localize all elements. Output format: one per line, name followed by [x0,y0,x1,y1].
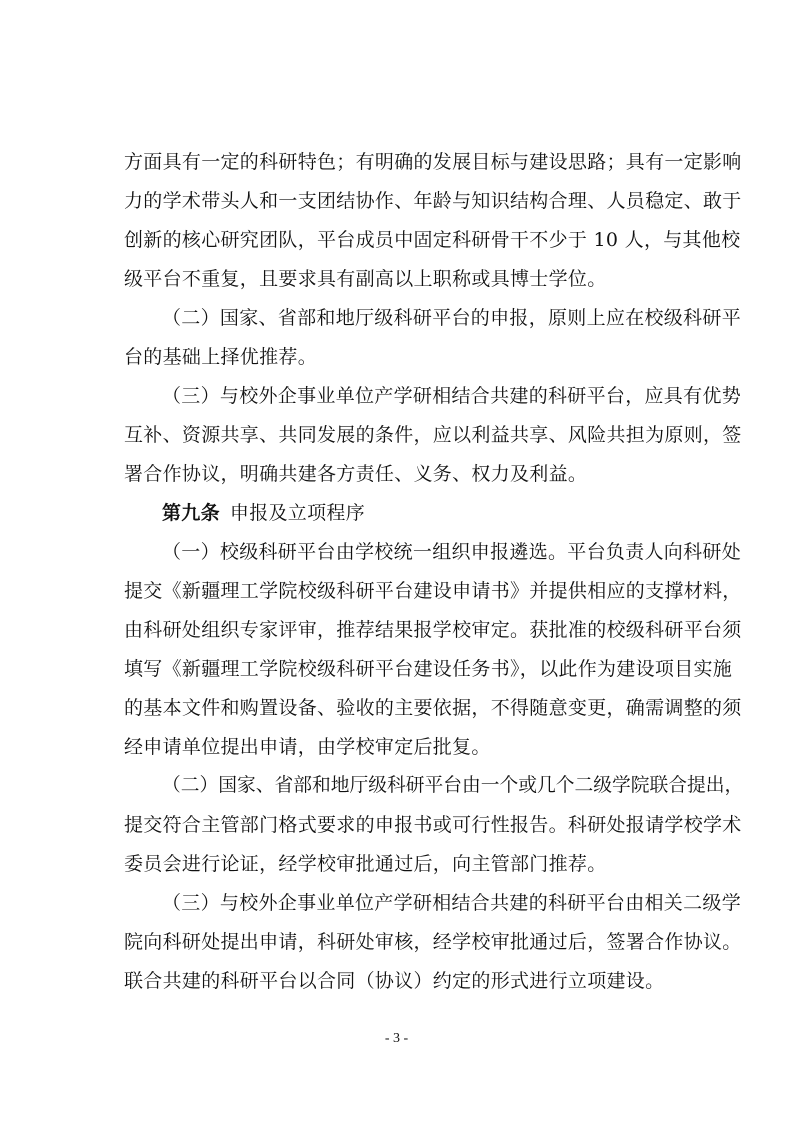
paragraph-line: （三）与校外企事业单位产学研相结合共建的科研平台由相关二级学 [162,892,742,914]
paragraph-line: （一）校级科研平台由学校统一组织申报遴选。平台负责人向科研处 [162,541,742,563]
paragraph-line: 提交《新疆理工学院校级科研平台建设申请书》并提供相应的支撑材料， [124,580,742,602]
paragraph-line: 由科研处组织专家评审，推荐结果报学校审定。获批准的校级科研平台须 [124,619,742,641]
article-heading [162,501,365,525]
paragraph-line: 联合共建的科研平台以合同（协议）约定的形式进行立项建设。 [124,970,665,992]
paragraph-line: 院向科研处提出申请，科研处审核，经学校审批通过后，签署合作协议。 [124,931,742,953]
paragraph-line: 提交符合主管部门格式要求的申报书或可行性报告。科研处报请学校学术 [124,814,742,836]
paragraph-line: 署合作协议，明确共建各方责任、义务、权力及利益。 [124,463,588,485]
paragraph-line: 方面具有一定的科研特色；有明确的发展目标与建设思路；具有一定影响 [124,151,742,173]
paragraph-line: 台的基础上择优推荐。 [124,346,318,368]
paragraph-line: 经申请单位提出申请，由学校审定后批复。 [124,736,491,758]
page-number: - 3 - [384,1031,409,1046]
paragraph-line: （三）与校外企事业单位产学研相结合共建的科研平台，应具有优势 [162,385,742,407]
paragraph-line: 互补、资源共享、共同发展的条件，应以利益共享、风险共担为原则，签 [124,424,742,446]
paragraph-line: （二）国家、省部和地厅级科研平台由一个或几个二级学院联合提出， [162,775,744,796]
paragraph-line: 填写《新疆理工学院校级科研平台建设任务书》，以此作为建设项目实施 [124,658,733,680]
article-title: 申报及立项程序 [229,502,366,524]
paragraph-line: 委员会进行论证，经学校审批通过后，向主管部门推荐。 [124,853,607,875]
paragraph-line: 创新的核心研究团队，平台成员中固定科研骨干不少于 10 人，与其他校 [124,229,741,251]
paragraph-line: 的基本文件和购置设备、验收的主要依据，不得随意变更，确需调整的须 [124,697,742,719]
paragraph-line: 级平台不重复，且要求具有副高以上职称或具博士学位。 [124,268,607,290]
paragraph-line: 力的学术带头人和一支团结协作、年龄与知识结构合理、人员稳定、敢于 [124,190,742,212]
paragraph-line: （二）国家、省部和地厅级科研平台的申报，原则上应在校级科研平 [162,307,742,329]
article-number: 第九条 [162,502,220,524]
